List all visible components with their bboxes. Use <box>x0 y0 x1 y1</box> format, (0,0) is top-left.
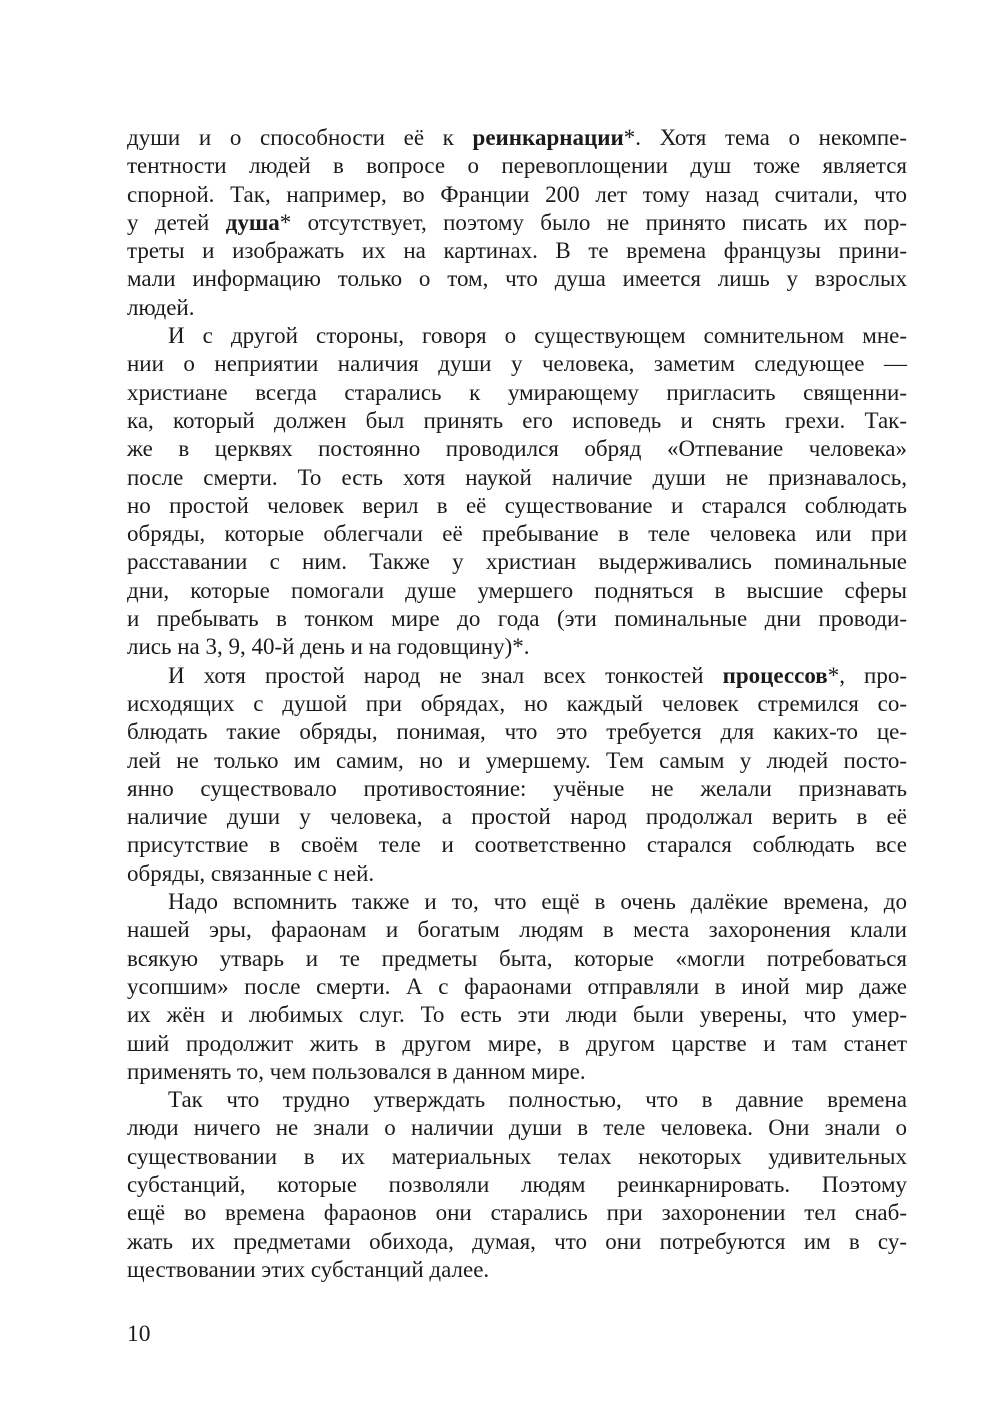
text-line: мали информацию только о том, что душа имеется лишь у взрослых <box>127 266 907 292</box>
text-line: субстанций, которые позволяли людям реинкарнировать. Поэтому <box>127 1171 907 1197</box>
text-line: после смерти. То есть хотя наукой наличие души не признавалось, <box>127 464 907 490</box>
text-line: и пребывать в тонком мире до года (эти поминальные дни проводи- <box>127 606 907 632</box>
text-line: присутствие в своём теле и соответственно старался соблюдать все <box>127 832 907 858</box>
text-line: люди ничего не знали о наличии души в теле человека. Они знали о <box>127 1115 907 1141</box>
text-line: исходящих с душой при обрядах, но каждый человек стремился со- <box>127 690 907 716</box>
text-line: блюдать такие обряды, понимая, что это требуется для каких-то це- <box>127 719 907 745</box>
text-line: И хотя простой народ не знал всех тонкостей процессов*, про- <box>168 662 908 688</box>
text-line: треты и изображать их на картинах. В те времена французы прини- <box>127 238 907 264</box>
text-line: спорной. Так, например, во Франции 200 лет тому назад считали, что <box>127 181 907 207</box>
text-line: существовании в их материальных телах некоторых удивительных <box>127 1143 907 1169</box>
text-line: людей. <box>127 294 195 320</box>
text-line: лись на 3, 9, 40-й день и на годовщину)*. <box>127 634 530 660</box>
text-block <box>127 124 907 1284</box>
text-line: применять то, чем пользовался в данном мире. <box>127 1058 586 1084</box>
text-line: расставании с ним. Также у христиан выдерживались поминальные <box>127 549 907 575</box>
text-line: ка, который должен был принять его исповедь и снять грехи. Так- <box>127 407 907 433</box>
text-line: у детей душа* отсутствует, поэтому было не принято писать их пор- <box>127 209 907 235</box>
text-line: дни, которые помогали душе умершего подняться в высшие сферы <box>127 577 907 603</box>
text-line: христиане всегда старались к умирающему пригласить священни- <box>127 379 907 405</box>
paragraph <box>127 124 907 322</box>
text-line: нашей эры, фараонам и богатым людям в места захоронения клали <box>127 917 907 943</box>
text-line: ществовании этих субстанций далее. <box>127 1256 490 1282</box>
text-line: же в церквях постоянно проводился обряд «Отпевание человека» <box>127 436 907 462</box>
text-line: души и о способности её к реинкарнации*. Хотя тема о некомпе- <box>127 125 907 150</box>
paragraph <box>127 322 907 662</box>
text-line: их жён и любимых слуг. То есть эти люди были уверены, что умер- <box>127 1002 907 1028</box>
text-line: лей не только им самим, но и умершему. Тем самым у людей посто- <box>127 747 907 773</box>
paragraph <box>127 888 907 1086</box>
text-line: нии о неприятии наличия души у человека, заметим следующее — <box>127 351 907 377</box>
text-line: всякую утварь и те предметы быта, которые «могли потребоваться <box>127 945 907 971</box>
text-line: ещё во времена фараонов они старались при захоронении тел снаб- <box>127 1200 907 1226</box>
text-line: ший продолжит жить в другом мире, в другом царстве и там станет <box>127 1030 907 1056</box>
paragraph <box>127 1086 907 1284</box>
text-line: но простой человек верил в её существование и старался соблюдать <box>127 492 907 518</box>
text-line: Надо вспомнить также и то, что ещё в очень далёкие времена, до <box>168 889 907 915</box>
text-line: И с другой стороны, говоря о существующем сомнительном мне- <box>168 323 907 349</box>
text-line: обряды, которые облегчали её пребывание в теле человека или при <box>127 521 907 547</box>
text-line: тентности людей в вопросе о перевоплощении душ тоже является <box>127 153 907 179</box>
text-line: Так что трудно утверждать полностью, что в давние времена <box>168 1087 907 1113</box>
text-line: усопшим» после смерти. А с фараонами отправляли в иной мир даже <box>127 973 907 999</box>
text-line: наличие души у человека, а простой народ продолжал верить в её <box>127 804 907 830</box>
text-line: обряды, связанные с ней. <box>127 860 375 886</box>
text-line: жать их предметами обихода, думая, что они потребуются им в су- <box>127 1228 907 1254</box>
text-line: янно существовало противостояние: учёные не желали признавать <box>127 775 907 801</box>
page-number: 10 <box>127 1321 151 1347</box>
paragraph <box>127 662 907 888</box>
